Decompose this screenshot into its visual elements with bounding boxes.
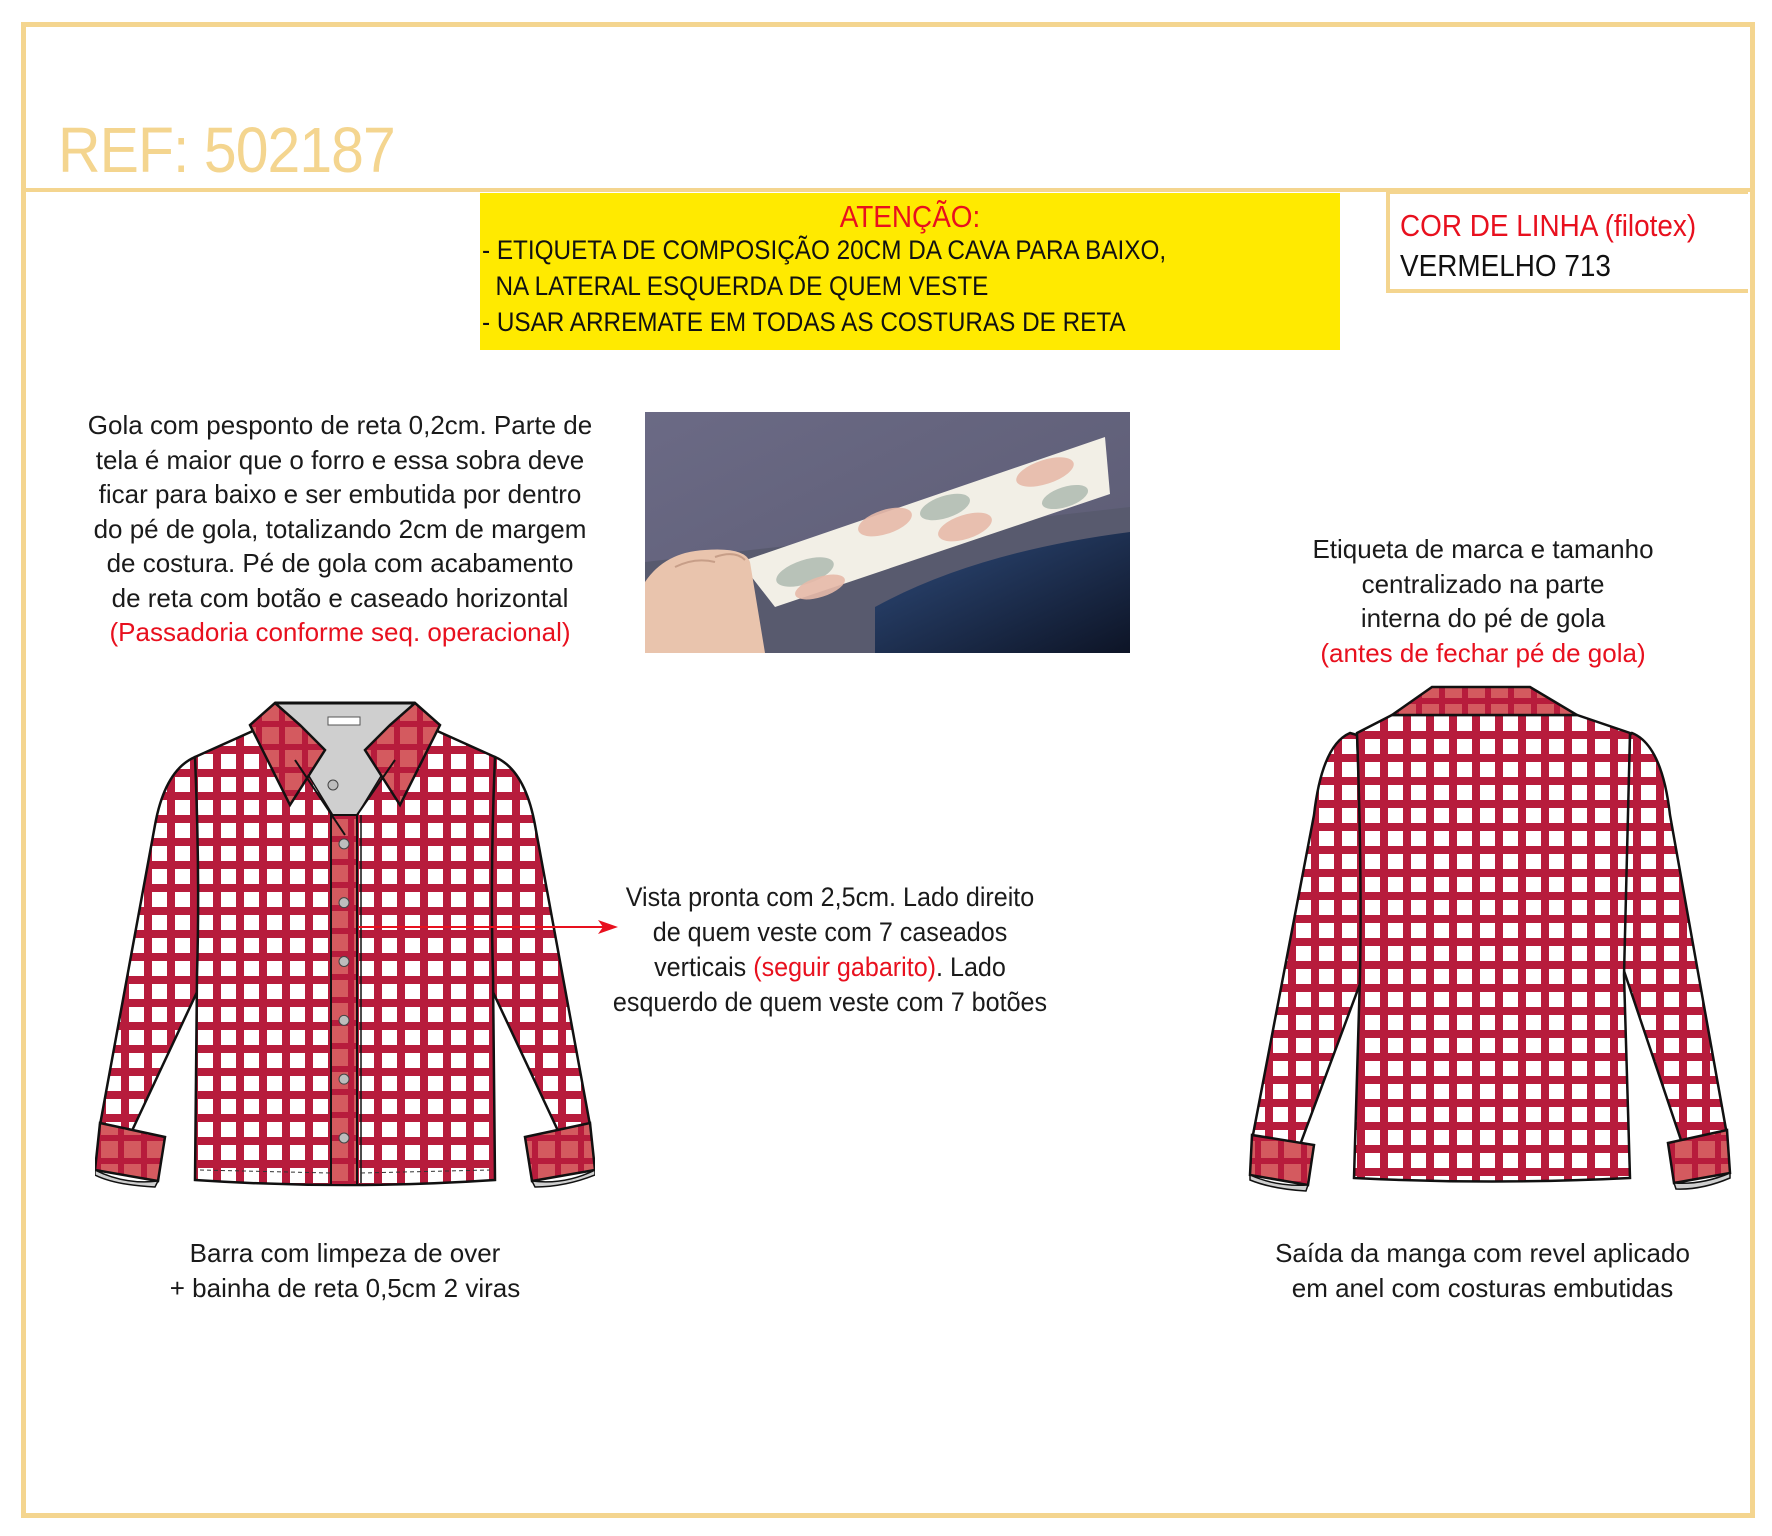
back-collar <box>1392 687 1577 715</box>
attention-line: - USAR ARREMATE EM TODAS AS COSTURAS DE RETA <box>482 307 1126 337</box>
collar-note <box>40 408 640 650</box>
attention-banner <box>480 193 1340 350</box>
attention-line: NA LATERAL ESQUERDA DE QUEM VESTE <box>482 271 989 301</box>
note-line: tela é maior que o forro e essa sobra deve <box>95 444 585 475</box>
note-line: do pé de gola, totalizando 2cm de margem <box>93 513 587 544</box>
back-left-cuff <box>1250 1135 1314 1185</box>
reference-code: REF: 502187 <box>58 114 395 186</box>
shirt-front-drawing <box>95 675 595 1205</box>
right-cuff <box>525 1123 595 1181</box>
note-line: Gola com pesponto de reta 0,2cm. Parte de <box>87 410 593 440</box>
note-highlight: (seguir gabarito) <box>753 952 937 982</box>
note-line: de reta com botão e caseado horizontal <box>111 582 569 613</box>
note-line: ficar para baixo e ser embutida por dentro <box>98 479 582 509</box>
back-right-cuff <box>1668 1130 1730 1183</box>
attention-title: ATENÇÃO: <box>839 199 981 234</box>
note-line: Vista pronta com 2,5cm. Lado direito <box>625 882 1035 912</box>
back-body <box>1354 715 1630 1182</box>
button-icon <box>339 1074 349 1084</box>
thread-color-value: VERMELHO 713 <box>1400 248 1611 283</box>
button-icon <box>328 780 338 790</box>
left-cuff <box>95 1123 165 1181</box>
button-icon <box>339 1015 349 1025</box>
sleeve-note <box>1225 1236 1740 1306</box>
button-icon <box>339 1133 349 1143</box>
note-line: + bainha de reta 0,5cm 2 viras <box>169 1273 521 1303</box>
placket-note <box>570 880 1090 1020</box>
note-line: centralizado na parte <box>1361 568 1605 599</box>
note-line: interna do pé de gola <box>1360 603 1606 633</box>
note-line <box>588 950 1072 985</box>
back-right-sleeve <box>1622 733 1727 1149</box>
note-line: Saída da manga com revel aplicado <box>1275 1238 1690 1268</box>
button-icon <box>339 898 349 908</box>
front-placket <box>331 815 357 1185</box>
thread-color-box <box>1386 190 1748 293</box>
note-line: de costura. Pé de gola com acabamento <box>106 548 574 578</box>
note-line: Barra com limpeza de over <box>189 1238 501 1268</box>
button-icon <box>339 839 349 849</box>
button-icon <box>339 957 349 967</box>
note-text: verticais <box>654 952 754 982</box>
hem-note <box>95 1236 595 1306</box>
collar-sewing-photo <box>645 412 1130 653</box>
note-line: Etiqueta de marca e tamanho <box>1312 534 1654 564</box>
note-line: esquerdo de quem veste com 7 botões <box>612 987 1048 1017</box>
label-note <box>1233 532 1733 670</box>
thread-color-label: COR DE LINHA (filotex) <box>1400 208 1697 243</box>
note-line: de quem veste com 7 caseados <box>652 917 1008 947</box>
shirt-back-drawing <box>1232 675 1732 1205</box>
note-highlight: (Passadoria conforme seq. operacional) <box>109 617 571 647</box>
back-left-sleeve <box>1252 733 1367 1153</box>
note-highlight: (antes de fechar pé de gola) <box>1320 637 1646 668</box>
note-text: . Lado <box>936 952 1006 982</box>
attention-line: - ETIQUETA DE COMPOSIÇÃO 20CM DA CAVA PARA BAIXO, <box>482 235 1167 265</box>
note-line: em anel com costuras embutidas <box>1291 1273 1674 1303</box>
